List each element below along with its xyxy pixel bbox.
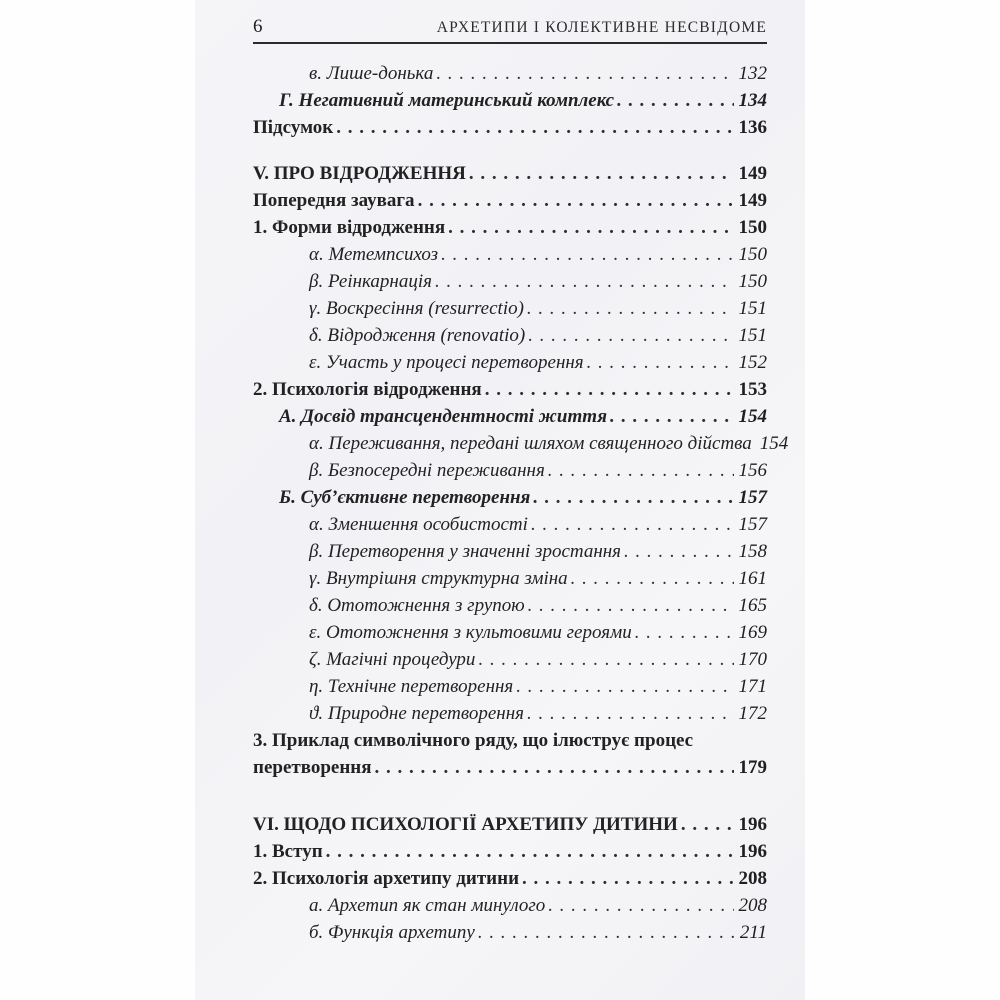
toc-entry <box>253 811 767 838</box>
dot-leader <box>528 592 734 619</box>
toc-entry <box>253 322 767 349</box>
toc-entry-label: Г. Негативний материнський комплекс <box>279 90 615 111</box>
toc-entry-page: 169 <box>738 622 767 643</box>
toc-entry <box>253 646 767 673</box>
toc-entry <box>253 214 767 241</box>
toc-entry-label: 3. Приклад символічного ряду, що ілюструє процес <box>253 730 694 751</box>
toc-entry-label: γ. Воскресіння (resurrectio) <box>309 298 524 319</box>
dot-leader <box>624 538 733 565</box>
toc-entry <box>253 376 767 403</box>
toc-list <box>253 60 789 946</box>
dot-leader <box>469 160 734 187</box>
dot-leader <box>485 376 734 403</box>
toc-entry-page: 149 <box>738 163 767 184</box>
toc-entry <box>253 295 767 322</box>
toc-entry-page: 208 <box>738 895 767 916</box>
dot-leader <box>527 700 734 727</box>
dot-leader <box>681 811 734 838</box>
toc-entry-page: 153 <box>738 379 767 400</box>
toc-entry-page: 196 <box>738 814 767 835</box>
toc-entry-page: 157 <box>738 514 767 535</box>
toc-entry-label: б. Функція архетипу <box>309 922 475 943</box>
toc-entry-label: ε. Участь у процесі перетворення <box>309 352 584 373</box>
toc-entry-page: 158 <box>738 541 767 562</box>
toc-entry <box>253 349 767 376</box>
dot-leader <box>635 619 734 646</box>
toc-entry <box>253 754 767 781</box>
toc-entry-page: 151 <box>738 298 767 319</box>
toc-entry-label: β. Реінкарнація <box>309 271 432 292</box>
dot-leader <box>548 892 733 919</box>
toc-entry-label: ζ. Магічні процедури <box>309 649 476 670</box>
toc-entry <box>253 538 767 565</box>
toc-entry-label: VI. ЩОДО ПСИХОЛОГІЇ АРХЕТИПУ ДИТИНИ <box>253 814 678 835</box>
dot-leader <box>528 322 733 349</box>
dot-leader <box>587 349 734 376</box>
toc-entry <box>253 919 767 946</box>
book-page <box>195 0 805 1000</box>
toc-entry <box>253 838 767 865</box>
toc-entry <box>253 865 767 892</box>
toc-entry-page: 165 <box>738 595 767 616</box>
toc-entry <box>253 619 767 646</box>
toc-entry-label: V. ПРО ВІДРОДЖЕННЯ <box>253 163 466 184</box>
toc-entry <box>253 565 767 592</box>
toc-entry-page: 170 <box>738 649 767 670</box>
dot-leader <box>617 87 733 114</box>
dot-leader <box>375 754 734 781</box>
toc-entry-label: δ. Відродження (renovatio) <box>309 325 526 346</box>
toc-entry-label: перетворення <box>253 757 372 778</box>
toc-entry <box>253 592 767 619</box>
dot-leader <box>435 268 734 295</box>
toc-entry-page: 161 <box>738 568 767 589</box>
toc-entry-label: η. Технічне перетворення <box>309 676 514 697</box>
dot-leader <box>516 673 733 700</box>
toc-entry-page: 156 <box>738 460 767 481</box>
dot-leader <box>478 919 735 946</box>
toc-entry <box>253 60 767 87</box>
toc-entry <box>253 268 767 295</box>
toc-entry <box>253 87 767 114</box>
page-header <box>253 16 767 44</box>
toc-entry <box>253 673 767 700</box>
toc-entry-page: 150 <box>738 217 767 238</box>
toc-entry-label: α. Метемпсихоз <box>309 244 439 265</box>
toc-entry-page: 150 <box>738 271 767 292</box>
toc-entry-label: 1. Вступ <box>253 841 323 862</box>
running-title: АРХЕТИПИ І КОЛЕКТИВНЕ НЕСВІДОМЕ <box>436 19 767 36</box>
toc-entry-label: α. Переживання, передані шляхом священного дійства <box>309 433 752 454</box>
toc-entry-page: 149 <box>738 190 767 211</box>
dot-leader <box>436 60 733 87</box>
toc-entry <box>253 700 767 727</box>
toc-entry-page: 150 <box>738 244 767 265</box>
toc-entry-page: 136 <box>738 117 767 138</box>
toc-section-gap <box>253 781 767 811</box>
toc-entry-label: α. Зменшення особистості <box>309 514 528 535</box>
toc-entry-page: 154 <box>759 433 789 454</box>
toc-section-gap <box>253 141 767 160</box>
dot-leader <box>478 646 733 673</box>
dot-leader <box>533 484 733 511</box>
toc-entry-label: 2. Психологія архетипу дитини <box>253 868 520 889</box>
toc-entry-label: 1. Форми відродження <box>253 217 446 238</box>
toc-entry-page: 172 <box>738 703 767 724</box>
toc-entry-label: γ. Внутрішня структурна зміна <box>309 568 568 589</box>
toc-entry-page: 132 <box>738 63 767 84</box>
toc-entry-label: Підсумок <box>253 117 334 138</box>
toc-entry-page: 151 <box>738 325 767 346</box>
toc-entry-label: Попередня заувага <box>253 190 415 211</box>
toc-entry <box>253 484 767 511</box>
toc-entry-page: 134 <box>738 90 767 111</box>
dot-leader <box>610 403 733 430</box>
dot-leader <box>441 241 733 268</box>
dot-leader <box>418 187 734 214</box>
toc-entry-page: 208 <box>738 868 767 889</box>
dot-leader <box>326 838 734 865</box>
page-number: 6 <box>253 16 263 37</box>
dot-leader <box>527 295 734 322</box>
toc-entry-label: 2. Психологія відродження <box>253 379 482 400</box>
toc-entry <box>253 160 767 187</box>
dot-leader <box>448 214 733 241</box>
toc-entry-page: 196 <box>738 841 767 862</box>
toc-entry <box>253 511 767 538</box>
toc-entry-page: 171 <box>738 676 767 697</box>
toc-entry-page: 211 <box>739 922 767 943</box>
dot-leader <box>522 865 733 892</box>
toc-entry <box>253 403 767 430</box>
toc-entry <box>253 727 767 754</box>
toc-entry <box>253 457 767 484</box>
dot-leader <box>571 565 734 592</box>
toc-entry-label: а. Архетип як стан минулого <box>309 895 546 916</box>
toc-entry <box>253 892 767 919</box>
toc-entry-label: ε. Ототожнення з культовими героями <box>309 622 632 643</box>
toc-entry-page: 152 <box>738 352 767 373</box>
dot-leader <box>336 114 733 141</box>
toc-entry-page: 157 <box>738 487 767 508</box>
toc-entry-label: в. Лише-донька <box>309 63 434 84</box>
dot-leader <box>548 457 734 484</box>
toc-entry <box>253 430 789 457</box>
toc-entry <box>253 187 767 214</box>
toc-entry-page: 154 <box>738 406 767 427</box>
toc-entry-page: 179 <box>738 757 767 778</box>
toc-entry-label: β. Перетворення у значенні зростання <box>309 541 622 562</box>
toc-entry <box>253 114 767 141</box>
toc-entry-label: А. Досвід трансцендентності життя <box>279 406 608 427</box>
toc-entry-label: Б. Суб’єктивне перетворення <box>279 487 531 508</box>
toc-entry <box>253 241 767 268</box>
toc-entry-label: ϑ. Природне перетворення <box>309 703 524 724</box>
toc-entry-label: β. Безпосередні переживання <box>309 460 545 481</box>
toc-entry-label: δ. Ототожнення з групою <box>309 595 525 616</box>
dot-leader <box>531 511 734 538</box>
